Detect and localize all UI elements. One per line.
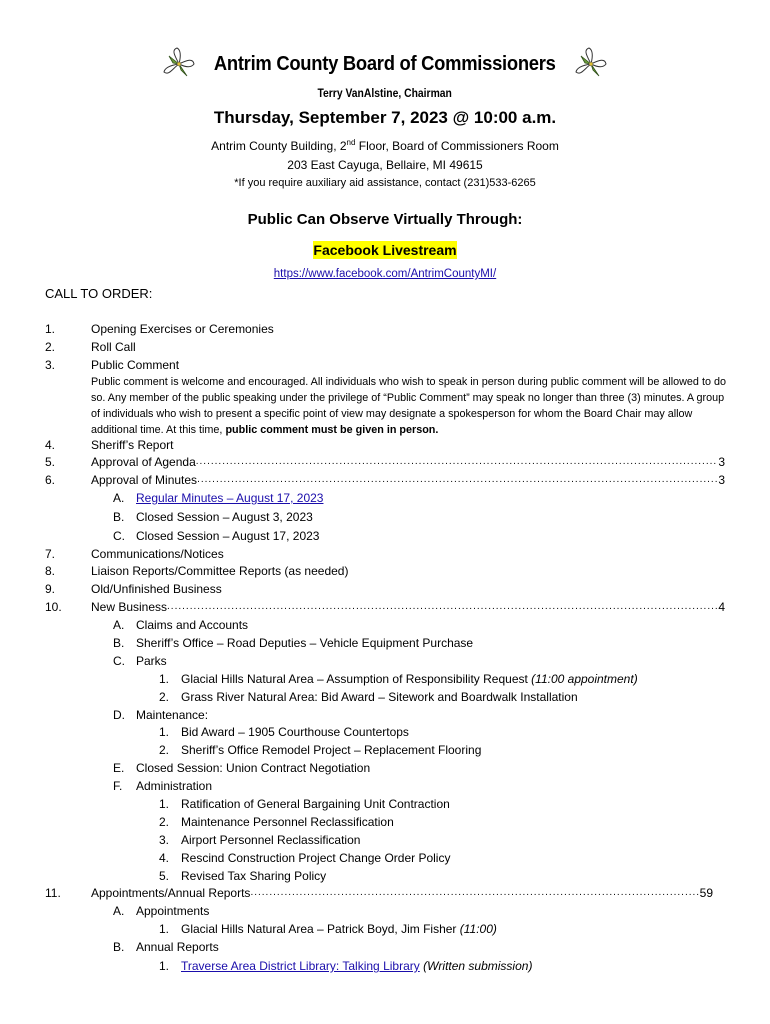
page-number: 59 [699,886,713,900]
agenda-subsubitem: 2. Maintenance Personnel Reclassification [159,815,394,829]
address-line-1: Antrim County Building, 2nd Floor, Board of Commissioners Room [211,138,559,153]
regular-minutes-link[interactable]: Regular Minutes – August 17, 2023 [136,491,324,505]
page-number: 4 [718,600,725,614]
facebook-link[interactable]: https://www.facebook.com/AntrimCountyMI/ [273,268,497,280]
agenda-subitem: E. Closed Session: Union Contract Negotiation [113,761,371,775]
agenda-item: 6. Approval of Minutes ..... 3 [0,471,770,489]
agenda-subsubitem: 2. Grass River Natural Area: Bid Award – Sitework and Boardwalk Installation [159,690,578,704]
agenda-subitem: C. Closed Session – August 17, 2023 [113,529,320,543]
agenda-subitem: F. Administration [113,779,213,793]
agenda-item: 3. Public Comment [45,358,180,372]
agenda-subsubitem: 5. Revised Tax Sharing Policy [159,869,327,883]
meeting-address [0,133,770,175]
aux-aid-note: *If you require auxiliary aid assistance, contact (231)533-6265 [234,177,536,189]
agenda-item: 9. Old/Unfinished Business [45,582,222,596]
agenda-subsubitem: 4. Rescind Construction Project Change Order Policy [159,851,451,865]
trillium-flower-icon [573,46,609,82]
talking-library-link[interactable]: Traverse Area District Library: Talking Library [181,959,420,973]
meeting-date: Thursday, September 7, 2023 @ 10:00 a.m. [213,108,557,127]
agenda-subitem: A. Claims and Accounts [113,618,249,632]
page-number: 3 [718,455,725,469]
agenda-subitem: B. Annual Reports [113,940,219,954]
agenda-subitem: D. Maintenance: [113,708,209,722]
agenda-subitem: B. Sheriff’s Office – Road Deputies – Vehicle Equipment Purchase [113,636,474,650]
agenda-subsubitem: 2. Sheriff’s Office Remodel Project – Replacement Flooring [159,743,482,757]
title-row [0,44,770,84]
agenda-item: 8. Liaison Reports/Committee Reports (as needed) [45,564,349,578]
agenda-item: 11. Appointments/Annual Reports ..... 59 [0,884,770,902]
agenda-item: 2. Roll Call [45,340,136,354]
agenda-subsubitem: 1. Ratification of General Bargaining Unit Contraction [159,797,450,811]
call-to-order: CALL TO ORDER: [45,286,153,301]
agenda-item: 1. Opening Exercises or Ceremonies [45,322,274,336]
agenda-subsubitem: 1. Glacial Hills Natural Area – Patrick Boyd, Jim Fisher (11:00) [159,922,497,936]
agenda-subsubitem: 3. Airport Personnel Reclassification [159,833,361,847]
agenda-item: 10. New Business ..... 4 [0,598,770,616]
chairman-name: Terry VanAlstine, Chairman [317,88,453,100]
facebook-livestream-label: Facebook Livestream [313,242,457,258]
agenda-subitem: A. Appointments [113,904,210,918]
agenda-item: 4. Sheriff’s Report [45,438,174,452]
agenda-header [0,44,770,282]
agenda-subsubitem: 1. Bid Award – 1905 Courthouse Countertops [159,725,409,739]
address-line-2: 203 East Cayuga, Bellaire, MI 49615 [287,158,483,172]
trillium-flower-icon [161,46,197,82]
agenda-subsubitem[interactable]: 1. Traverse Area District Library: Talking Library (Written submission) [159,959,533,973]
page-number: 3 [718,473,725,487]
agenda-subitem[interactable]: A. Regular Minutes – August 17, 2023 [113,491,324,505]
agenda-subitem: B. Closed Session – August 3, 2023 [113,510,313,524]
agenda-item: 5. Approval of Agenda ..... 3 [0,453,770,471]
agenda-subsubitem: 1. Glacial Hills Natural Area – Assumption of Responsibility Request (11:00 appointment) [159,672,638,686]
agenda-item: 7. Communications/Notices [45,547,224,561]
board-title: Antrim County Board of Commissioners [214,52,556,75]
observe-heading: Public Can Observe Virtually Through: [247,211,523,228]
agenda-subitem: C. Parks [113,654,167,668]
public-comment-paragraph: Public comment is welcome and encouraged. All individuals who wish to speak in person during public comment will be allowed to do so. Any member of the public speaking under the privilege of “Public Comment” may speak no longer than three (3) minutes. A group of individuals who wish to present a specific point of view may designate a spokesperson for whom the Board Chair may allow additional time. At this time, public comment must be given in person. [91,376,726,436]
